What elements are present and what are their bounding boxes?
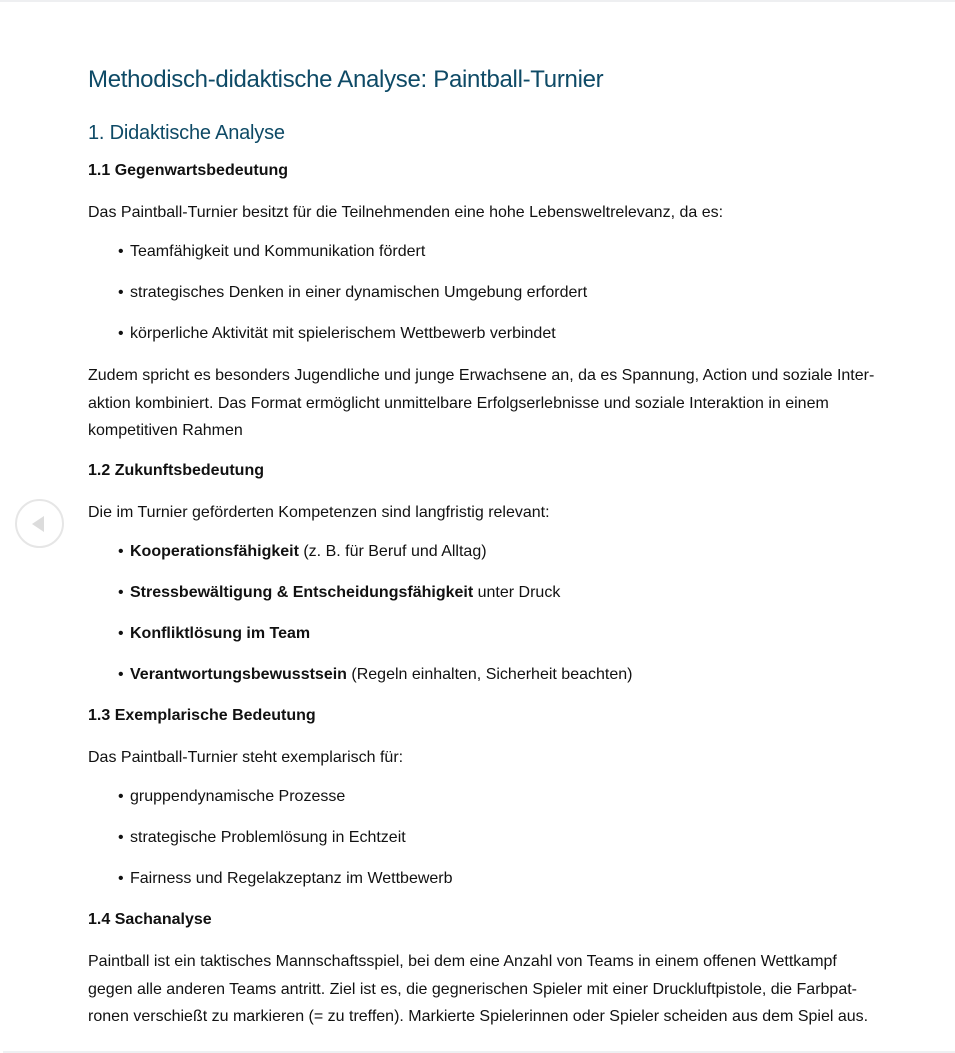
bullet-icon: •	[118, 870, 124, 887]
bullet-icon: •	[118, 788, 124, 805]
chevron-left-circle-icon	[30, 514, 46, 534]
exemplarisch-intro: Das Paintball-Turnier steht exemplarisch für:	[88, 749, 404, 766]
list-item: • Kooperationsfähigkeit (z. B. für Beruf und Alltag)	[118, 543, 487, 560]
sachanalyse-paragraph: Paintball ist ein taktisches Mannschaftsspiel, bei dem eine Anzahl von Teams in einem offenen Wettkampf gegen alle anderen Teams antritt. Ziel ist es, die gegnerischen Spieler mit einer Druckluftpistole, die Farbpat- ronen verschießt zu markieren (= zu treffen). Markierte Spielerinnen oder Spieler scheiden aus dem Spiel aus.	[88, 953, 869, 1025]
list-item: • strategische Problemlösung in Echtzeit	[118, 829, 406, 846]
bullet-icon: •	[118, 284, 124, 301]
bullet-icon: •	[118, 243, 124, 260]
page-title: Methodisch-didaktische Analyse: Paintball-Turnier	[88, 66, 604, 93]
list-item: • strategisches Denken in einer dynamischen Umgebung erfordert	[118, 284, 588, 301]
bullet-icon: •	[118, 584, 124, 601]
bullet-icon: •	[118, 666, 124, 683]
subsection-heading-zukunftsbedeutung: 1.2 Zukunftsbedeutung	[88, 462, 264, 479]
zukunft-intro: Die im Turnier geförderten Kompetenzen sind langfristig relevant:	[88, 504, 550, 521]
subsection-heading-exemplarische-bedeutung: 1.3 Exemplarische Bedeutung	[88, 707, 316, 724]
gegenwart-paragraph: Zudem spricht es besonders Jugendliche und junge Erwachsene an, da es Spannung, Action und soziale Inter- aktion kombiniert. Das Format ermöglicht unmittelbare Erfolgserlebnisse und soziale Interaktion in einem kompetitiven Rahmen	[88, 367, 875, 439]
list-item: • Fairness und Regelakzeptanz im Wettbewerb	[118, 870, 453, 887]
gegenwart-intro: Das Paintball-Turnier besitzt für die Teilnehmenden eine hohe Lebensweltrelevanz, da es:	[88, 204, 724, 221]
section-heading-didaktische-analyse: 1. Didaktische Analyse	[88, 122, 285, 144]
bullet-icon: •	[118, 829, 124, 846]
subsection-heading-gegenwartsbedeutung: 1.1 Gegenwartsbedeutung	[88, 162, 289, 179]
bullet-icon: •	[118, 543, 124, 560]
list-item: • Stressbewältigung & Entscheidungsfähigkeit unter Druck	[118, 584, 561, 601]
list-item: • gruppendynamische Prozesse	[118, 788, 346, 805]
list-item: • körperliche Aktivität mit spielerischem Wettbewerb verbindet	[118, 325, 556, 342]
list-item: • Teamfähigkeit und Kommunikation fördert	[118, 243, 426, 260]
list-item: • Konfliktlösung im Team	[118, 625, 311, 642]
previous-page-button[interactable]	[15, 499, 64, 548]
list-item: • Verantwortungsbewusstsein (Regeln einhalten, Sicherheit beachten)	[118, 666, 633, 683]
top-divider	[0, 0, 955, 2]
bullet-icon: •	[118, 325, 124, 342]
bullet-icon: •	[118, 625, 124, 642]
subsection-heading-sachanalyse: 1.4 Sachanalyse	[88, 911, 212, 928]
